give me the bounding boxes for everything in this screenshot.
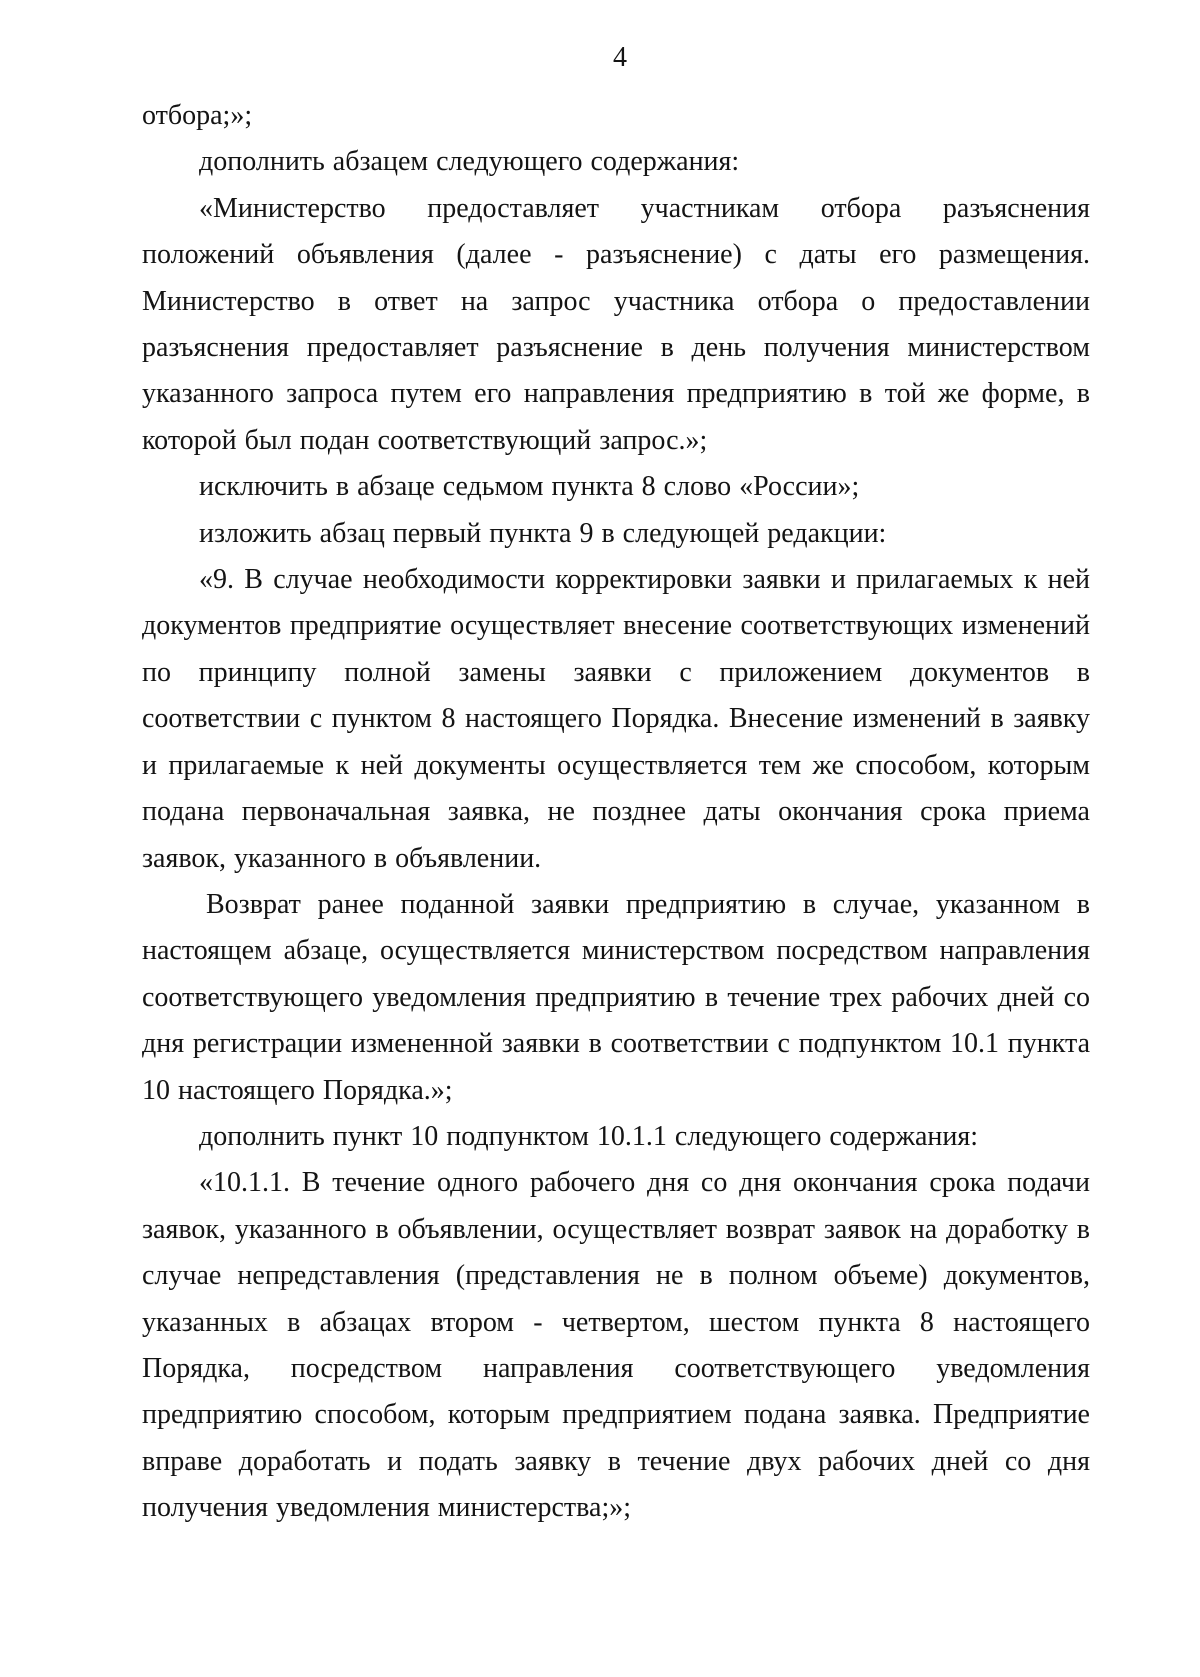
document-body <box>142 93 1090 1532</box>
paragraph-amendment-instruction: дополнить пункт 10 подпунктом 10.1.1 следующего содержания: <box>199 1120 979 1152</box>
paragraph-amendment-instruction: дополнить абзацем следующего содержания: <box>199 146 740 178</box>
paragraph-quoted-item-9: «9. В случае необходимости корректировки заявки и прилагаемых к ней документов предприятие осуществляет внесение соответствующих изменений по принципу полной замены заявки с приложением документов в соответствии с пунктом 8 настоящего Порядка. Внесение изменений в заявку и прилагаемые к ней документы осуществляется тем же способом, которым подана первоначальная заявка, не позднее даты окончания срока приема заявок, указанного в объявлении. <box>142 564 1090 874</box>
paragraph-amendment-instruction: исключить в абзаце седьмом пункта 8 слово «России»; <box>199 471 860 503</box>
page-number: 4 <box>613 42 627 73</box>
paragraph-quoted-clarification: «Министерство предоставляет участникам отбора разъяснения положений объявления (далее - разъяснение) с даты его размещения. Министерство в ответ на запрос участника отбора о предоставлении разъяснения предоставляет разъяснение в день получения министерством указанного запроса путем его направления предприятию в той же форме, в которой был подан соответствующий запрос.»; <box>142 192 1090 456</box>
paragraph-quoted-item-10-1-1: «10.1.1. В течение одного рабочего дня со дня окончания срока подачи заявок, указанного в объявлении, осуществляет возврат заявок на доработку в случае непредставления (представления не в полном объеме) документов, указанных в абзацах втором - четвертом, шестом пункта 8 настоящего Порядка, посредством направления соответствующего уведомления предприятию способом, которым предприятием подана заявка. Предприятие вправе доработать и подать заявку в течение двух рабочих дней со дня получения уведомления министерства;»; <box>142 1167 1090 1524</box>
paragraph-amendment-instruction: изложить абзац первый пункта 9 в следующей редакции: <box>199 517 887 549</box>
paragraph-quoted-item-9-return: Возврат ранее поданной заявки предприятию в случае, указанном в настоящем абзаце, осуществляется министерством посредством направления соответствующего уведомления предприятию в течение трех рабочих дней со дня регистрации измененной заявки в соответствии с подпунктом 10.1 пункта 10 настоящего Порядка.»; <box>142 888 1090 1106</box>
paragraph-continuation: отбора;»; <box>142 100 253 131</box>
